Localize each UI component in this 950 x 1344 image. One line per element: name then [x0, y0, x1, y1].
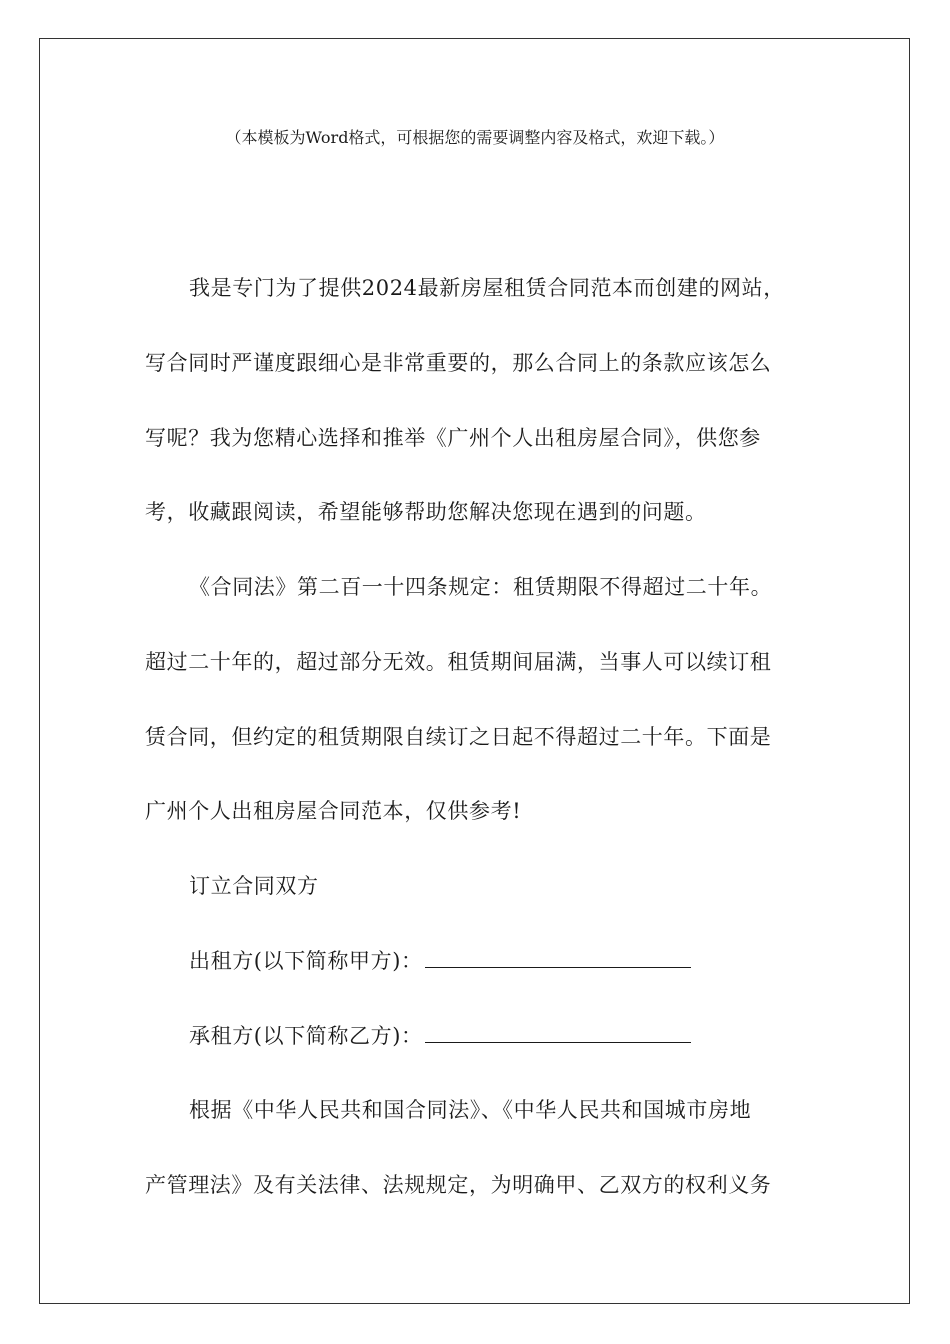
lessee-line: [189, 1021, 691, 1051]
template-note: （本模板为Word格式，可根据您的需要调整内容及格式，欢迎下载。）: [225, 128, 725, 147]
paragraph-2-line-1: 《合同法》第二百一十四条规定：租赁期限不得超过二十年。: [189, 575, 773, 599]
paragraph-1-line-1: 我是专门为了提供2024最新房屋租赁合同范本而创建的网站，: [189, 276, 785, 300]
paragraph-3-line-2: 产管理法》及有关法律、法规规定，为明确甲、乙双方的权利义务: [145, 1173, 772, 1197]
paragraph-2-line-4: 广州个人出租房屋合同范本，仅供参考!: [145, 799, 522, 823]
lessor-line: [189, 946, 691, 976]
parties-heading: 订立合同双方: [189, 874, 319, 898]
lessee-label: 承租方(以下简称乙方)：: [189, 1024, 423, 1048]
lessor-blank[interactable]: [425, 947, 691, 968]
lessee-blank[interactable]: [425, 1022, 691, 1043]
paragraph-2-line-3: 赁合同，但约定的租赁期限自续订之日起不得超过二十年。下面是: [145, 725, 772, 749]
paragraph-1-line-4: 考，收藏跟阅读，希望能够帮助您解决您现在遇到的问题。: [145, 500, 707, 524]
lessor-label: 出租方(以下简称甲方)：: [189, 949, 423, 973]
paragraph-2-line-2: 超过二十年的，超过部分无效。租赁期间届满，当事人可以续订租: [145, 650, 772, 674]
paragraph-1-line-2: 写合同时严谨度跟细心是非常重要的，那么合同上的条款应该怎么: [145, 351, 772, 375]
paragraph-3-line-1: 根据《中华人民共和国合同法》、《中华人民共和国城市房地: [189, 1098, 752, 1122]
paragraph-1-line-3: 写呢？我为您精心选择和推举《广州个人出租房屋合同》，供您参: [145, 426, 761, 450]
